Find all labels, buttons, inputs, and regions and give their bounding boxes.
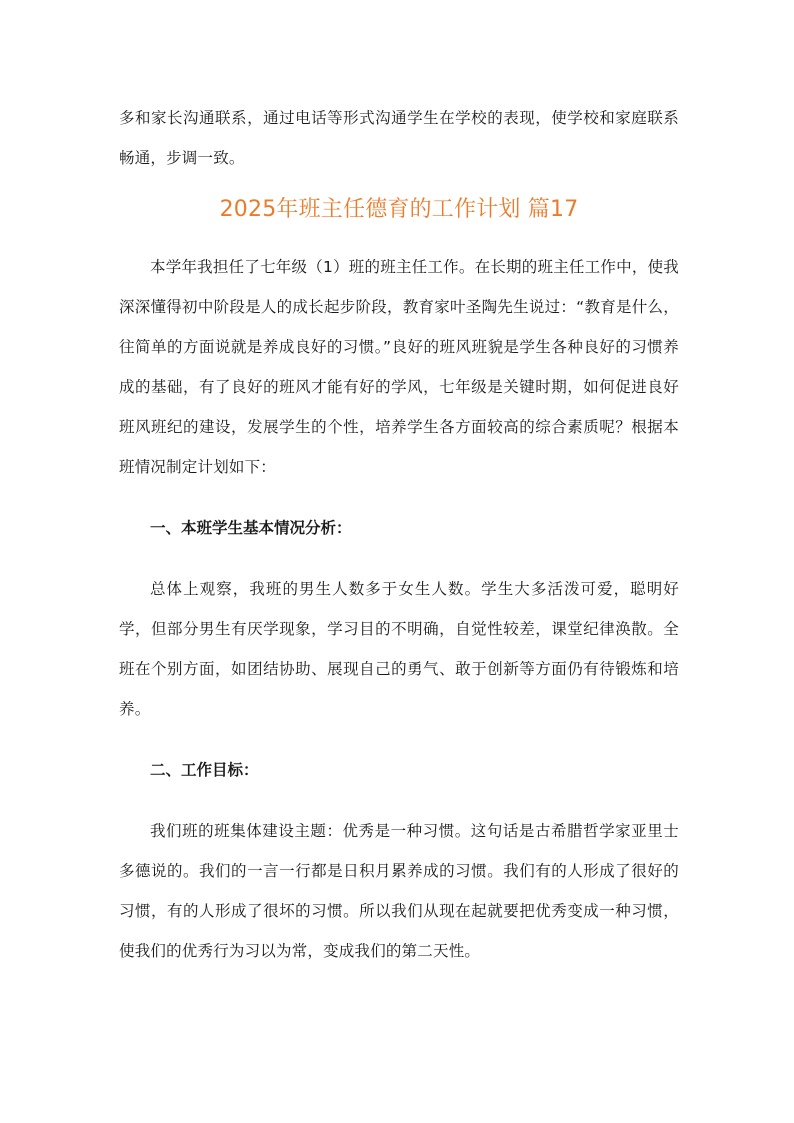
section-heading-situation: 一、本班学生基本情况分析： bbox=[150, 519, 352, 537]
spacer bbox=[119, 729, 679, 750]
paragraph-intro-plan: 本学年我担任了七年级（1）班的班主任工作。在长期的班主任工作中，使我深深懂得初中阶段是人的成长起步阶段，教育家叶圣陶先生说过：“教育是什么，往简单的方面说就是养成良好的习惯。”良好的班风班貌是学生各种良好的习惯养成的基础，有了良好的班风才能有好的学风，七年级是关键时期，如何促进良好班风班纪的建设，发展学生的个性，培养学生各方面较高的综合素质呢？根据本班情况制定计划如下： bbox=[119, 258, 679, 476]
spacer bbox=[119, 548, 679, 569]
document-page bbox=[119, 98, 679, 971]
paragraph-situation: 总体上观察，我班的男生人数多于女生人数。学生大多活泼可爱，聪明好学，但部分男生有厌学现象，学习目的不明确，自觉性较差，课堂纪律涣散。全班在个别方面，如团结协助、展现自己的勇气、敢于创新等方面仍有待锻炼和培养。 bbox=[119, 580, 679, 718]
spacer bbox=[119, 487, 679, 508]
document-title: 2025年班主任德育的工作计划 篇17 bbox=[219, 197, 579, 222]
spacer bbox=[119, 790, 679, 811]
intro-paragraph: 多和家长沟通联系，通过电话等形式沟通学生在学校的表现，使学校和家庭联系畅通，步调一致。 bbox=[119, 109, 679, 167]
paragraph-goals: 我们班的班集体建设主题：优秀是一种习惯。这句话是古希腊哲学家亚里士多德说的。我们的一言一行都是日积月累养成的习惯。我们有的人形成了很好的习惯，有的人形成了很坏的习惯。所以我们从现在起就要把优秀变成一种习惯，使我们的优秀行为习以为常，变成我们的第二天性。 bbox=[119, 822, 679, 960]
section-heading-goals: 二、工作目标： bbox=[150, 761, 259, 779]
